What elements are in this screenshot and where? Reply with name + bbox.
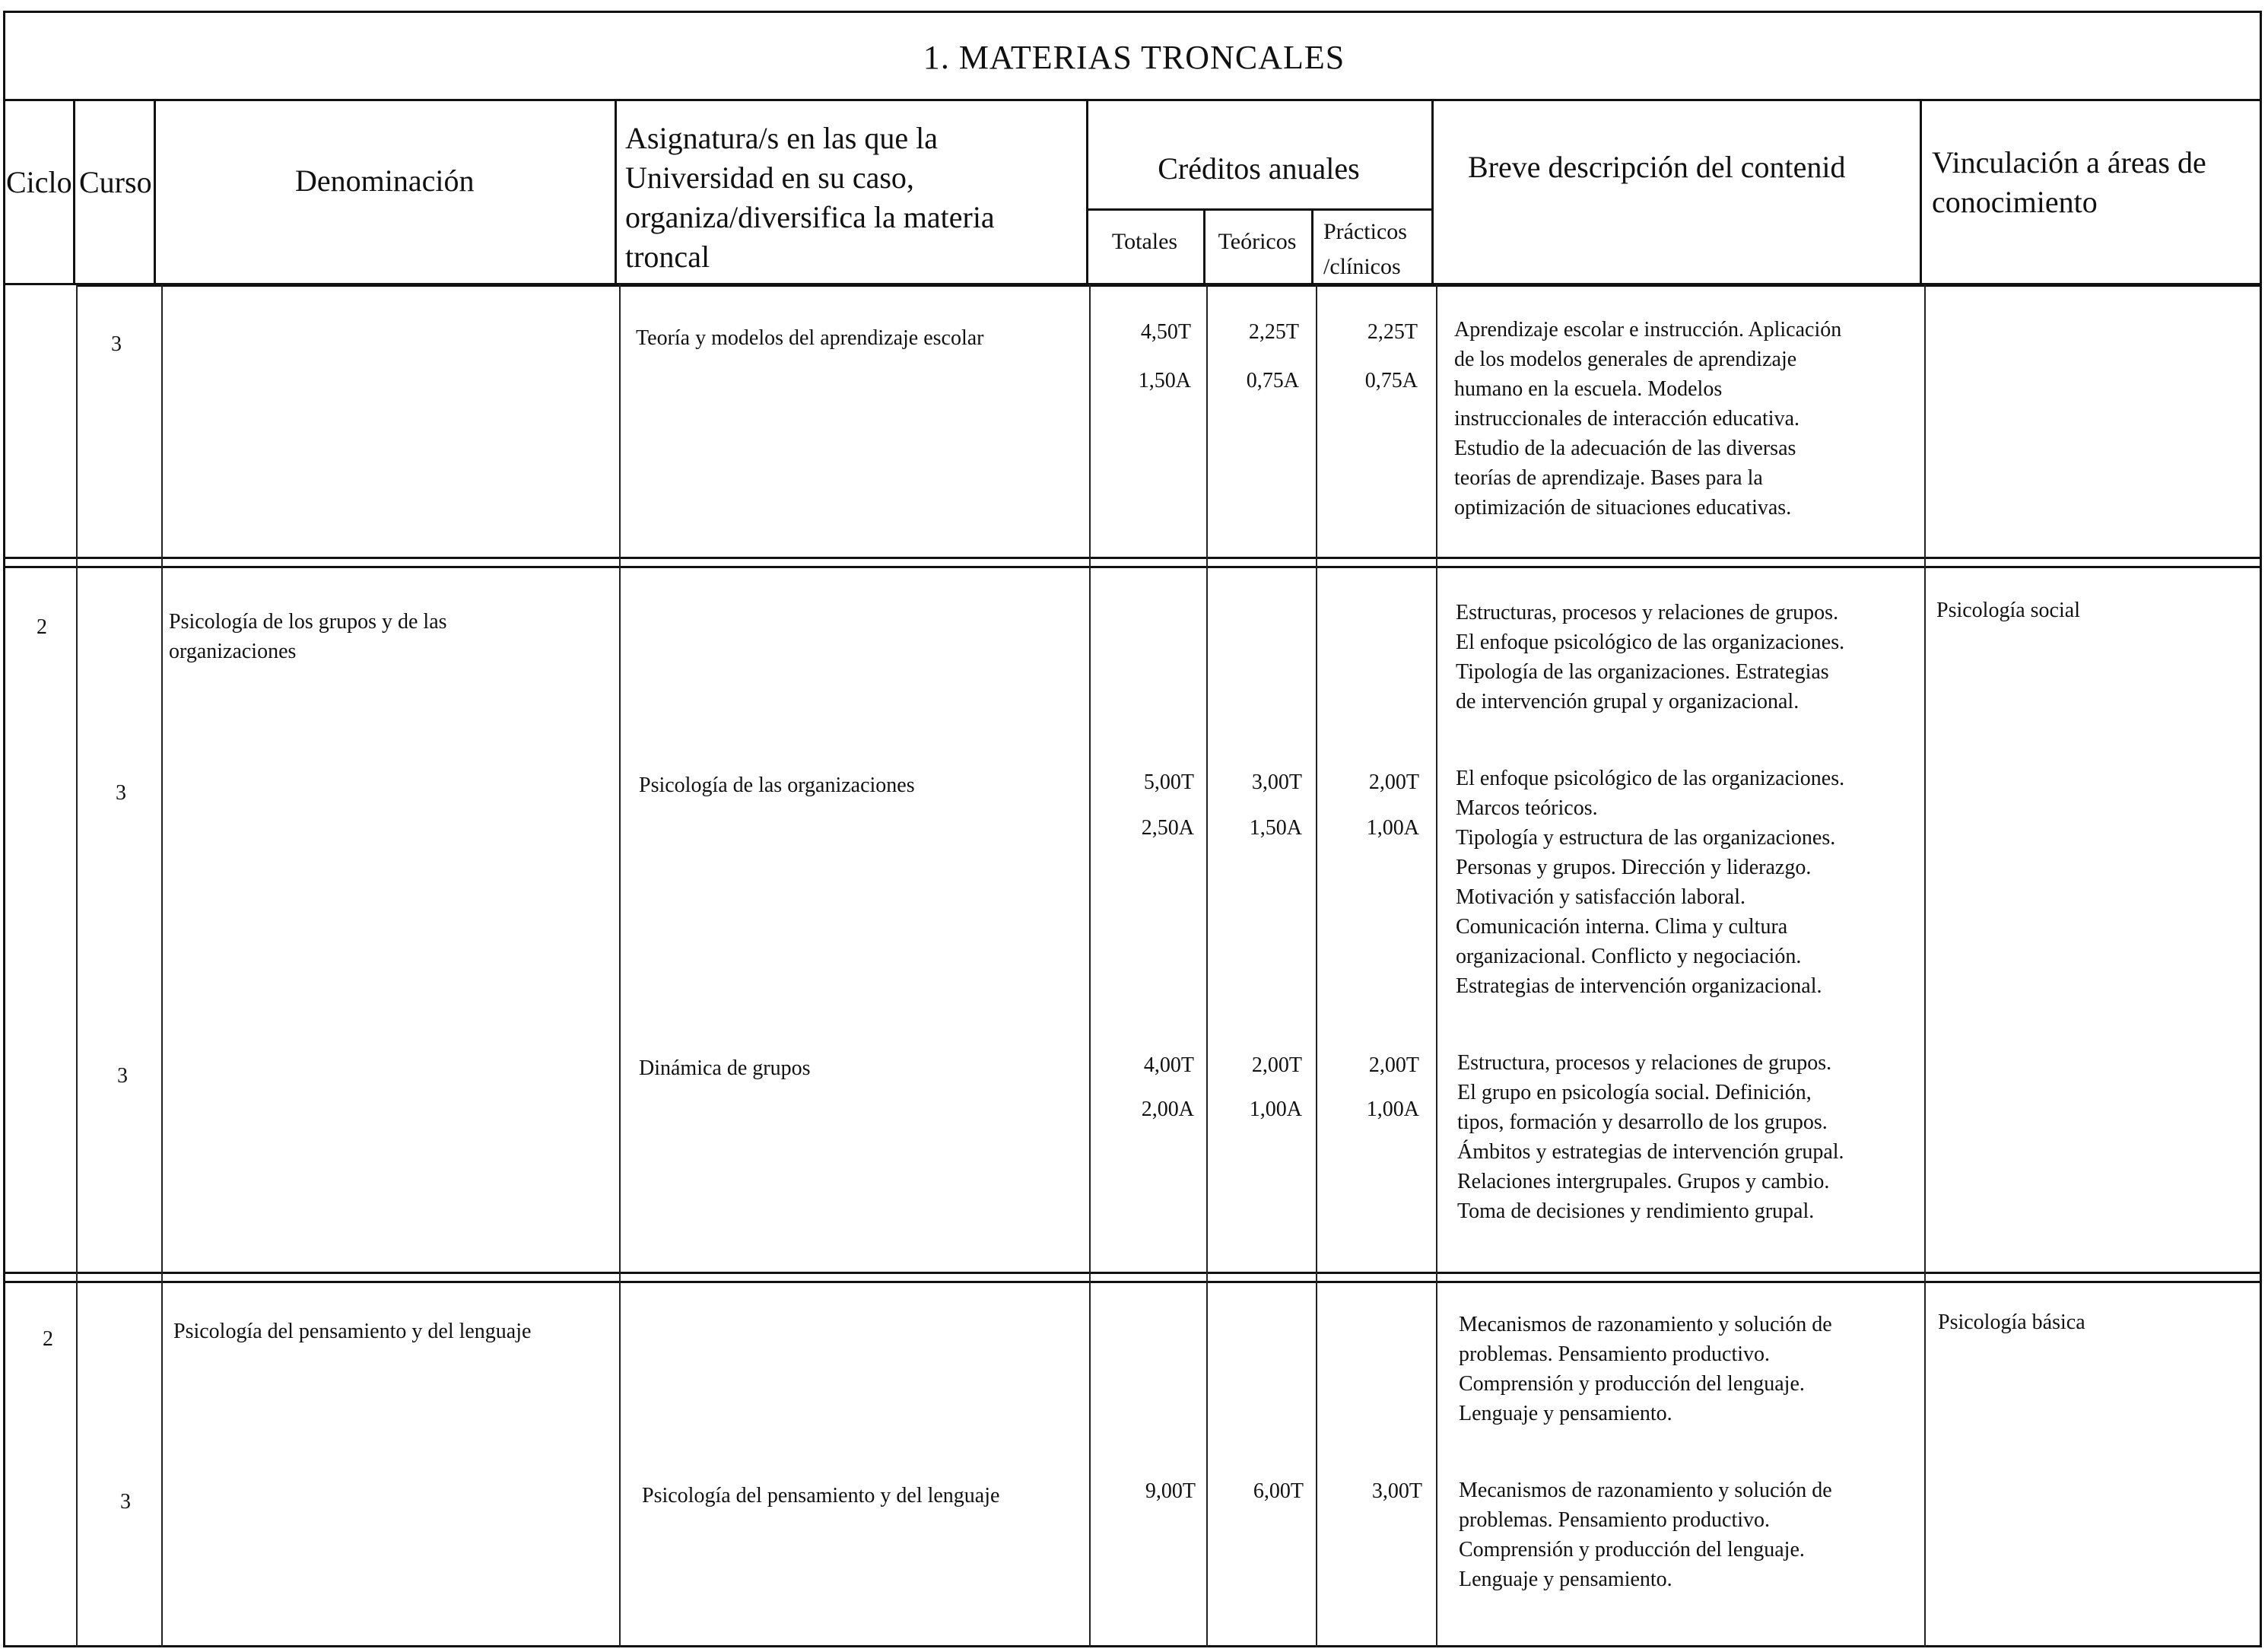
practicos-value: 3,00T [1371, 1479, 1422, 1503]
block-divider-1b [3, 566, 2262, 568]
totales-value: 2,00A [1141, 1098, 1194, 1121]
descripcion-line: Mecanismos de razonamiento y solución de [1459, 1479, 1832, 1502]
teoricos-value: 6,00T [1253, 1479, 1304, 1503]
denominacion-cell [169, 607, 447, 666]
col-sep-teoricos [1311, 208, 1313, 284]
header-asignaturas [625, 119, 995, 277]
header-vinculacion [1932, 143, 2206, 222]
descripcion-cell [1456, 598, 1844, 716]
practicos-value: 1,00A [1366, 1098, 1419, 1121]
body-col-sep-curso [161, 284, 163, 1647]
teoricos-value: 0,75A [1246, 369, 1299, 392]
col-sep-asignatura [1086, 99, 1088, 284]
block-divider-1 [3, 557, 2262, 559]
curso-cell: 3 [120, 1490, 131, 1514]
descripcion-line: Comunicación interna. Clima y cultura [1456, 915, 1788, 939]
denominacion-cell: Psicología del pensamiento y del lenguaje [173, 1320, 532, 1343]
descripcion-line: Estructuras, procesos y relaciones de grupos. [1456, 601, 1839, 624]
descripcion-line: Aprendizaje escolar e instrucción. Aplicación [1454, 318, 1842, 342]
table-title: 1. MATERIAS TRONCALES [923, 39, 1345, 76]
header-totales: Totales [1111, 229, 1178, 254]
header-practicos-line: Prácticos [1323, 219, 1407, 244]
descripcion-line: El enfoque psicológico de las organizaciones. [1456, 631, 1845, 654]
descripcion-line: Relaciones intergrupales. Grupos y cambio. [1457, 1170, 1830, 1193]
descripcion-line: teorías de aprendizaje. Bases para la [1454, 466, 1763, 490]
descripcion-line: optimización de situaciones educativas. [1454, 496, 1792, 519]
col-sep-ciclo [73, 99, 75, 284]
descripcion-line: problemas. Pensamiento productivo. [1459, 1508, 1771, 1532]
header-asignaturas-line: Asignatura/s en las que la [625, 121, 938, 155]
descripcion-line: problemas. Pensamiento productivo. [1459, 1342, 1771, 1366]
practicos-value: 2,00T [1368, 770, 1419, 794]
header-asignaturas-line: Universidad en su caso, [625, 160, 914, 195]
body-col-sep-denominacion [619, 284, 621, 1647]
descripcion-cell [1457, 1048, 1844, 1226]
descripcion-cell [1459, 1310, 1832, 1428]
totales-value: 2,50A [1141, 816, 1194, 840]
descripcion-line: Ámbitos y estrategias de intervención grupal. [1457, 1140, 1844, 1164]
descripcion-cell [1454, 315, 1841, 523]
block-divider-2 [3, 1272, 2262, 1274]
descripcion-line: El enfoque psicológico de las organizaciones. [1456, 767, 1845, 790]
descripcion-line: Tipología de las organizaciones. Estrategias [1456, 660, 1829, 684]
ciclo-cell: 2 [37, 615, 47, 639]
totales-value: 4,50T [1140, 320, 1191, 344]
totales-value: 4,00T [1143, 1053, 1194, 1077]
descripcion-line: Lenguaje y pensamiento. [1459, 1568, 1672, 1591]
col-sep-descripcion [1920, 99, 1922, 284]
totales-value: 5,00T [1143, 770, 1194, 794]
header-practicos [1323, 214, 1407, 284]
descripcion-line: Mecanismos de razonamiento y solución de [1459, 1313, 1832, 1336]
descripcion-line: Estructura, procesos y relaciones de grupos. [1457, 1051, 1832, 1075]
body-col-sep-asignatura [1089, 284, 1091, 1647]
denominacion-line: organizaciones [169, 640, 297, 663]
descripcion-line: Tipología y estructura de las organizaciones. [1456, 826, 1836, 850]
curso-cell: 3 [117, 1064, 128, 1088]
body-col-sep-ciclo [76, 284, 78, 1647]
ciclo-cell: 2 [43, 1327, 53, 1351]
descripcion-line: Estudio de la adecuación de las diversas [1454, 437, 1796, 460]
header-practicos-line: /clínicos [1323, 254, 1401, 279]
header-descripcion: Breve descripción del contenid [1468, 150, 1846, 184]
vinculacion-cell: Psicología básica [1938, 1310, 2085, 1334]
descripcion-line: Motivación y satisfacción laboral. [1456, 885, 1745, 909]
descripcion-line: Estrategias de intervención organizacional. [1456, 974, 1822, 998]
header-asignaturas-line: troncal [625, 240, 710, 274]
descripcion-cell [1459, 1476, 1832, 1594]
descripcion-line: de los modelos generales de aprendizaje [1454, 348, 1797, 371]
descripcion-line: El grupo en psicología social. Definición, [1457, 1081, 1812, 1104]
vinculacion-cell: Psicología social [1936, 599, 2080, 622]
asignatura-cell: Psicología de las organizaciones [639, 774, 915, 797]
curso-cell: 3 [111, 332, 122, 356]
body-col-sep-totales [1206, 284, 1208, 1647]
header-teoricos: Teóricos [1218, 229, 1297, 254]
teoricos-value: 3,00T [1251, 770, 1302, 794]
header-vinculacion-line: conocimiento [1932, 185, 2098, 219]
teoricos-value: 2,25T [1248, 320, 1299, 344]
header-creditos: Créditos anuales [1158, 151, 1360, 186]
title-divider [3, 99, 2262, 101]
teoricos-value: 1,00A [1249, 1098, 1302, 1121]
body-col-sep-practicos [1436, 284, 1437, 1647]
header-bottom-line-2 [76, 284, 2262, 287]
body-col-sep-teoricos [1316, 284, 1317, 1647]
col-sep-creditos [1431, 99, 1434, 284]
header-asignaturas-line: organiza/diversifica la materia [625, 200, 995, 234]
descripcion-line: Toma de decisiones y rendimiento grupal. [1457, 1199, 1815, 1223]
header-vinculacion-line: Vinculación a áreas de [1932, 145, 2206, 179]
descripcion-line: tipos, formación y desarrollo de los grupos. [1457, 1110, 1828, 1134]
practicos-value: 2,00T [1368, 1053, 1419, 1077]
descripcion-line: Marcos teóricos. [1456, 796, 1598, 820]
col-sep-curso [154, 99, 156, 284]
asignatura-cell: Dinámica de grupos [639, 1056, 811, 1080]
denominacion-line: Psicología de los grupos y de las [169, 610, 447, 634]
descripcion-line: humano en la escuela. Modelos [1454, 377, 1723, 401]
descripcion-line: de intervención grupal y organizacional. [1456, 690, 1799, 713]
practicos-value: 0,75A [1364, 369, 1418, 392]
descripcion-line: Lenguaje y pensamiento. [1459, 1402, 1672, 1425]
descripcion-line: instruccionales de interacción educativa. [1454, 407, 1800, 430]
teoricos-value: 1,50A [1249, 816, 1302, 840]
body-col-sep-descripcion [1924, 284, 1926, 1647]
creditos-subdivider [1086, 208, 1431, 211]
descripcion-line: Comprensión y producción del lenguaje. [1459, 1538, 1805, 1561]
header-denominacion: Denominación [295, 164, 475, 198]
header-curso: Curso [79, 165, 152, 199]
practicos-value: 2,25T [1367, 320, 1418, 344]
header-ciclo: Ciclo [6, 165, 72, 199]
block-divider-2b [3, 1281, 2262, 1283]
descripcion-line: Personas y grupos. Dirección y liderazgo. [1456, 856, 1812, 879]
col-sep-denominacion [615, 99, 617, 284]
teoricos-value: 2,00T [1251, 1053, 1302, 1077]
descripcion-line: organizacional. Conflicto y negociación. [1456, 945, 1802, 968]
descripcion-cell [1456, 764, 1844, 1001]
totales-value: 9,00T [1145, 1479, 1196, 1503]
totales-value: 1,50A [1138, 369, 1191, 392]
practicos-value: 1,00A [1366, 816, 1419, 840]
asignatura-cell: Psicología del pensamiento y del lenguaje [642, 1484, 1000, 1507]
asignatura-cell: Teoría y modelos del aprendizaje escolar [636, 326, 984, 350]
descripcion-line: Comprensión y producción del lenguaje. [1459, 1372, 1805, 1396]
curso-cell: 3 [116, 781, 126, 805]
